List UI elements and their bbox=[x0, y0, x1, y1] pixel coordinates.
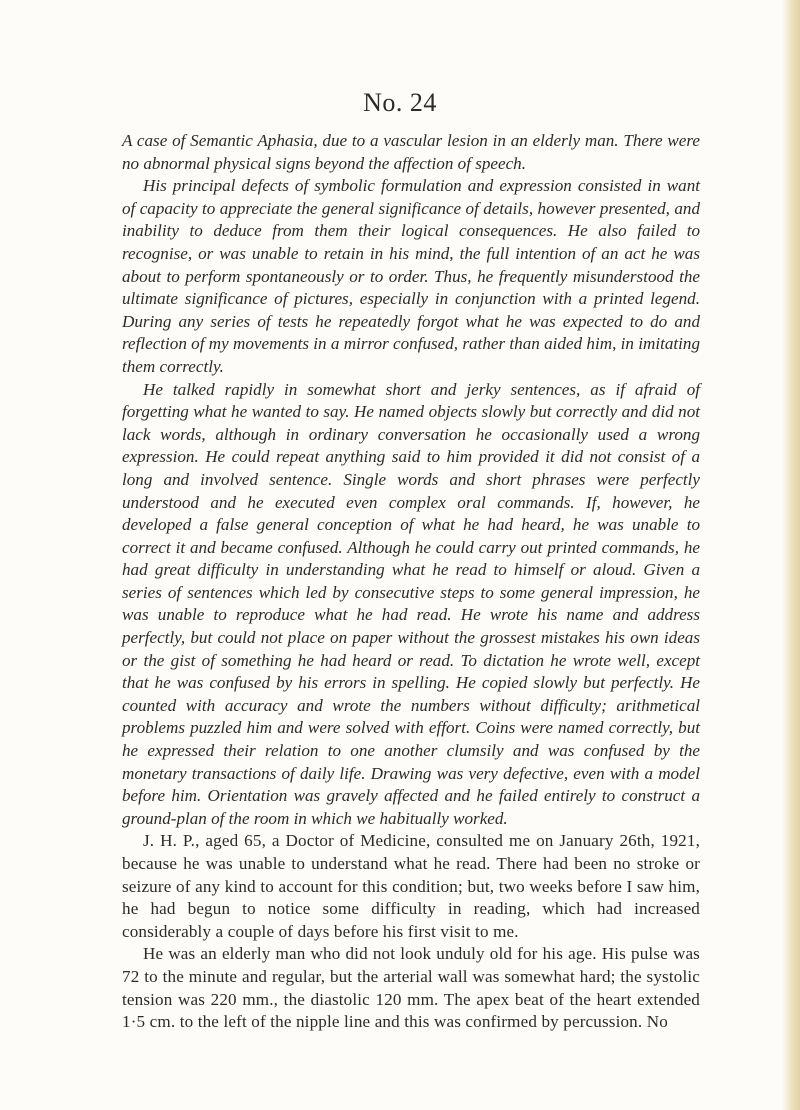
case-number-heading: No. 24 bbox=[363, 88, 437, 117]
summary-paragraph: He talked rapidly in somewhat short and jerky sentences, as if afraid of forgetting what he wanted to say. He named objects slowly but correctly and did not lack words, although in ordinary conversation he occasionally used a wrong expression. He could repeat anything said to him provided it did not consist of a long and involved sentence. Single words and short phrases were perfectly understood and he executed even complex oral commands. If, however, he developed a false general conception of what he had heard, he was unable to correct it and became confused. Although he could carry out printed commands, he had great difficulty in understanding what he read to himself or aloud. Given a series of sentences which led by consecutive steps to some general impression, he was unable to reproduce what he had read. He wrote his name and address perfectly, but could not place on paper without the grossest mistakes his own ideas or the gist of something he had heard or read. To dictation he wrote well, except that he was confused by his errors in spelling. He copied slowly but perfectly. He counted with accuracy and wrote the numbers without difficulty; arithmetical problems puzzled him and were solved with effort. Coins were named correctly, but he expressed their relation to one another clumsily and was confused by the monetary transactions of daily life. Drawing was very defective, even with a model before him. Orientation was gravely affected and he failed entirely to construct a ground-plan of the room in which we habitually worked. bbox=[122, 379, 700, 828]
body-paragraph: J. H. P., aged 65, a Doctor of Medicine, consulted me on January 26th, 1921, because he was unable to understand what he read. There had been no stroke or seizure of any kind to account for this condition; but, two weeks before I saw him, he had begun to notice some difficulty in reading, which had increased considerably a couple of days before his first visit to me. bbox=[122, 831, 700, 941]
summary-paragraph: A case of Semantic Aphasia, due to a vascular lesion in an elderly man. There were no abnormal physical signs beyond the affection of speech. bbox=[122, 131, 700, 173]
body-paragraph: He was an elderly man who did not look unduly old for his age. His pulse was 72 to the minute and regular, but the arterial wall was somewhat hard; the systolic tension was 220 mm., the diastolic 120 mm. The apex beat of the heart extended 1·5 cm. to the left of the nipple line and this was confirmed by percussion. No bbox=[122, 944, 700, 1032]
page-edge bbox=[782, 0, 800, 1110]
case-summary bbox=[122, 130, 700, 830]
page-content bbox=[122, 130, 700, 1034]
case-body bbox=[122, 830, 700, 1033]
summary-paragraph: His principal defects of symbolic formulation and expression consisted in want of capacity to appreciate the general significance of details, however presented, and inability to deduce from them their logical consequences. He also failed to recognise, or was unable to retain in his mind, the full intention of an act he was about to perform spontaneously or to order. Thus, he frequently misunderstood the ultimate significance of pictures, especially in conjunction with a printed legend. During any series of tests he repeatedly forgot what he was expected to do and reflection of my movements in a mirror confused, rather than aided him, in imitating them correctly. bbox=[122, 176, 700, 376]
